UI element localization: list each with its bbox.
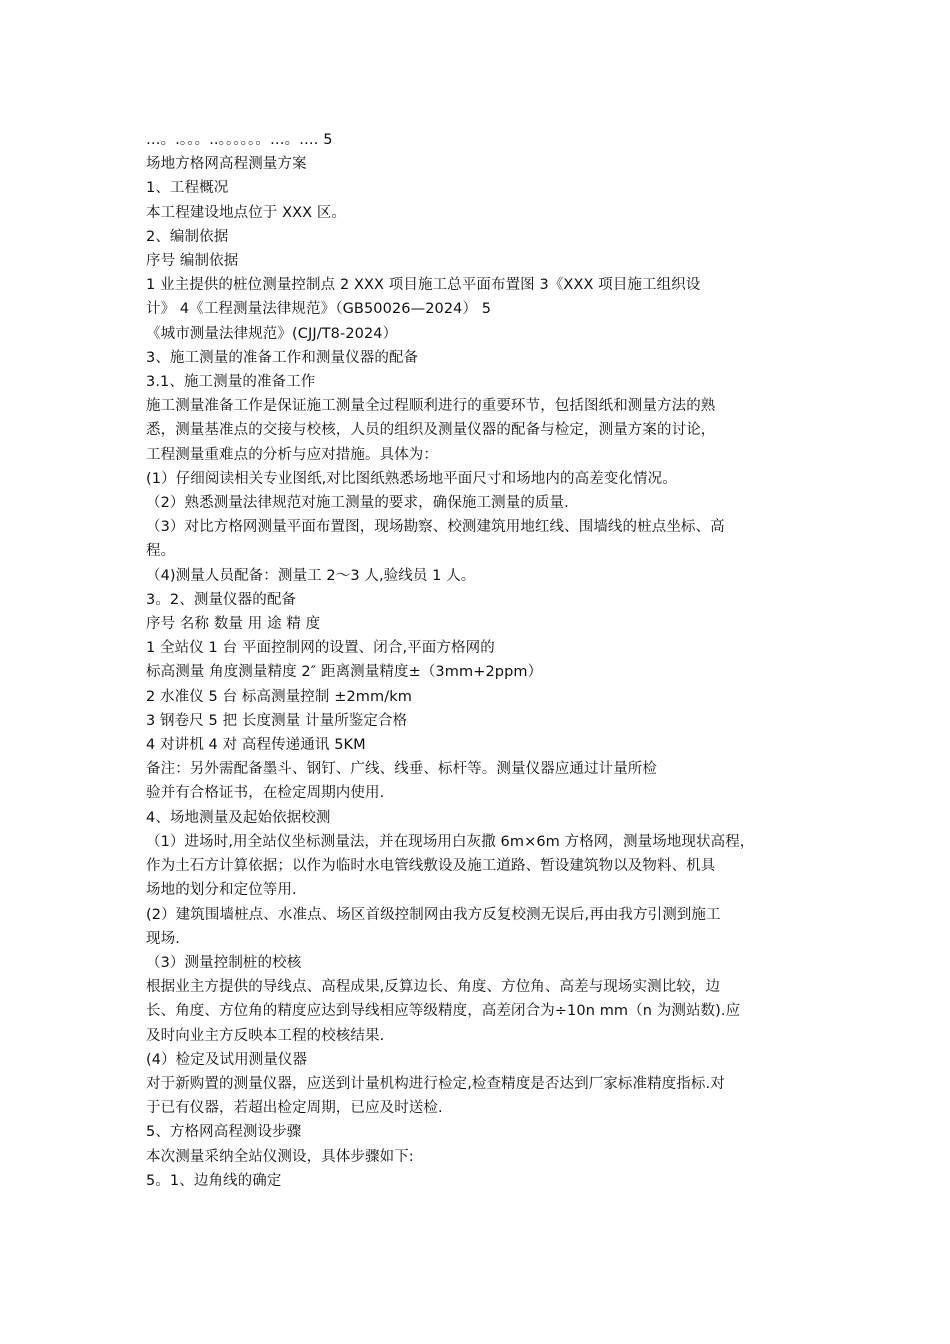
toc-leader-line: …。.。。。..。。。。。。…。…. 5 <box>146 132 333 148</box>
list-item: (2）建筑围墙桩点、水准点、场区首级控制网由我方反复校测无误后,再由我方引测到施工 <box>146 906 721 923</box>
paragraph-line: 根据业主方提供的导线点、高程成果,反算边长、角度、方位角、高差与现场实测比较，边 <box>146 979 721 996</box>
list-item: 作为土石方计算依据；以作为临时水电管线敷设及施工道路、暂设建筑物以及物料、机具 <box>146 858 716 875</box>
paragraph-line: 备注：另外需配备墨斗、钢钉、广线、线垂、标杆等。测量仪器应通过计量所检 <box>146 761 657 778</box>
section-heading: 1、工程概况 <box>146 180 229 197</box>
paragraph-line: 长、角度、方位角的精度应达到导线相应等级精度，高差闭合为÷10n mm（n 为测站数).应 <box>146 1003 741 1020</box>
table-row: 2 水准仪 5 台 标高测量控制 ±2mm/km <box>146 688 412 705</box>
list-item: (4）检定及试用测量仪器 <box>146 1051 308 1068</box>
section-heading: 5、方格网高程测设步骤 <box>146 1124 302 1141</box>
list-item: （1）进场时,用全站仪坐标测量法，并在现场用白灰撒 6m×6m 方格网，测量场地现状高程， <box>146 833 755 850</box>
paragraph-line: 及时向业主方反映本工程的校核结果. <box>146 1027 385 1044</box>
paragraph-line: 本工程建设地点位于 XXX 区。 <box>146 204 347 221</box>
paragraph-line: 于已有仪器，若超出检定周期，已应及时送检. <box>146 1100 443 1117</box>
paragraph-line: 对于新购置的测量仪器，应送到计量机构进行检定,检查精度是否达到厂家标准精度指标.对 <box>146 1075 725 1092</box>
list-item: 程。 <box>146 543 176 560</box>
list-item: （2）熟悉测量法律规范对施工测量的要求，确保施工测量的质量. <box>146 495 569 512</box>
list-item: （3）测量控制桩的校核 <box>146 954 302 971</box>
paragraph-line: 《城市测量法律规范》(CJJ/T8-2024） <box>146 325 398 342</box>
section-heading: 3、施工测量的准备工作和测量仪器的配备 <box>146 349 419 366</box>
table-row: 3 钢卷尺 5 把 长度测量 计量所鉴定合格 <box>146 712 408 729</box>
list-item: (1）仔细阅读相关专业图纸,对比图纸熟悉场地平面尺寸和场地内的高差变化情况。 <box>146 470 677 487</box>
section-heading: 2、编制依据 <box>146 228 229 245</box>
table-header-line: 序号 编制依据 <box>146 253 239 270</box>
table-row: 标高测量 角度测量精度 2″ 距离测量精度±（3mm+2ppm） <box>146 664 543 681</box>
subsection-heading: 3。2、测量仪器的配备 <box>146 591 297 608</box>
paragraph-line: 悉，测量基准点的交接与校核，人员的组织及测量仪器的配备与检定，测量方案的讨论， <box>146 422 716 439</box>
list-item: （3）对比方格网测量平面布置图，现场勘察、校测建筑用地红线、围墙线的桩点坐标、高 <box>146 519 725 536</box>
document-page <box>146 128 814 1193</box>
list-item: 场地的划分和定位等用. <box>146 882 297 899</box>
paragraph-line: 本次测量采纳全站仪测设，具体步骤如下: <box>146 1148 414 1165</box>
paragraph-line: 施工测量准备工作是保证施工测量全过程顺利进行的重要环节，包括图纸和测量方法的熟 <box>146 398 716 415</box>
table-row: 4 对讲机 4 对 高程传递通讯 5KM <box>146 737 366 754</box>
paragraph-line: 1 业主提供的桩位测量控制点 2 XXX 项目施工总平面布置图 3《XXX 项目施工组织设 <box>146 277 701 294</box>
list-item: （4)测量人员配备：测量工 2～3 人,验线员 1 人。 <box>146 567 476 584</box>
section-heading: 4、场地测量及起始依据校测 <box>146 809 331 826</box>
paragraph-line: 验并有合格证书，在检定周期内使用. <box>146 785 385 802</box>
table-row: 1 全站仪 1 台 平面控制网的设置、闭合,平面方格网的 <box>146 640 495 657</box>
table-header-line: 序号 名称 数量 用 途 精 度 <box>146 616 321 633</box>
subsection-heading: 3.1、施工测量的准备工作 <box>146 374 316 391</box>
paragraph-line: 计》 4《工程测量法律规范》（GB50026—2024） 5 <box>146 301 492 318</box>
subsection-heading: 5。1、边角线的确定 <box>146 1172 282 1189</box>
paragraph-line: 工程测量重难点的分析与应对措施。具体为： <box>146 446 438 463</box>
document-title: 场地方格网高程测量方案 <box>146 156 307 173</box>
list-item: 现场. <box>146 930 180 947</box>
